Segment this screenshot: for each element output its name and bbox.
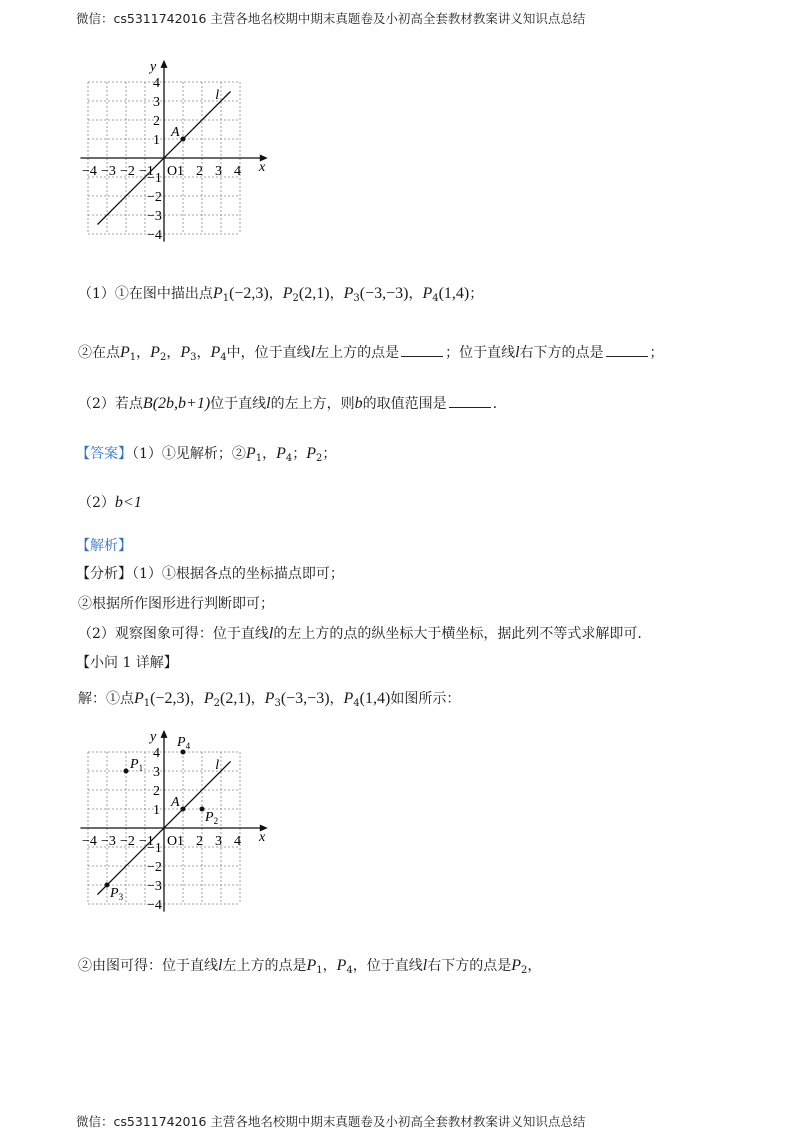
point-a — [181, 807, 186, 812]
x-tick-label: −2 — [120, 164, 135, 179]
point-a — [181, 137, 186, 142]
point-p3 — [105, 883, 110, 888]
y-tick-label: −1 — [147, 171, 162, 186]
y-axis-arrow — [161, 730, 168, 738]
y-tick-label: 1 — [153, 803, 160, 818]
x-tick-label: 3 — [215, 164, 222, 179]
coordinate-graph-1 — [70, 58, 270, 248]
x-axis-label: x — [259, 830, 266, 845]
x-tick-label: −3 — [101, 834, 116, 849]
question-1-part-2: ②在点$P_1$，$P_2$，$P_3$，$P_4$中，位于直线l左上方的点是 ；位于直线l右下方的点是 ； — [78, 344, 664, 363]
question-1: （1）①在图中描出点$P_1(-2,3)$，$P_2(2,1)$，$P_3(-3,-3)$，$P_4(1,4)$； — [78, 285, 484, 304]
point-a-label: A — [171, 795, 180, 810]
page-footer: 微信：cs5311742016 主营各地名校期中期末真题卷及小初高全套教材教案讲义知识点总结 — [76, 1114, 586, 1129]
y-tick-label: 3 — [153, 765, 160, 780]
y-axis-label: y — [150, 729, 157, 745]
y-tick-label: 4 — [153, 746, 160, 761]
answer-line-2: （2）b<1 — [78, 494, 142, 511]
x-tick-label: −4 — [82, 834, 97, 849]
analysis-tag: 【解析】 — [76, 538, 132, 554]
solution-subheading: 【小问 1 详解】 — [76, 655, 178, 671]
point-p4-label: $P_4$ — [177, 735, 191, 751]
x-tick-label: −2 — [120, 834, 135, 849]
point-p3-label: $P_3$ — [110, 886, 124, 902]
point-p1-label: $P_1$ — [130, 757, 144, 773]
answer-line-1: 【答案】（1）①见解析；$②P_1$，$P_4$；$P_2$； — [76, 445, 337, 464]
x-tick-label: 1 — [177, 164, 184, 179]
answer-blank-2 — [606, 344, 648, 357]
point-p2 — [200, 807, 205, 812]
answer-blank-1 — [401, 344, 443, 357]
x-tick-label: O — [167, 164, 178, 179]
x-tick-label: 1 — [177, 834, 184, 849]
y-tick-label: −2 — [147, 860, 162, 875]
analysis-line-2: ②根据所作图形进行判断即可； — [78, 596, 274, 612]
x-tick-label: −1 — [139, 834, 154, 849]
y-axis-arrow — [161, 60, 168, 68]
y-tick-label: 3 — [153, 95, 160, 110]
coordinate-graph-2 — [70, 728, 270, 918]
y-tick-label: −3 — [147, 209, 162, 224]
x-tick-label: 4 — [234, 834, 241, 849]
x-tick-label: O — [167, 834, 178, 849]
solution-line-1: 解：①点$P_1(-2,3)$，$P_2(2,1)$，$P_3(-3,-3)$，$P_4(1,4)$如图所示： — [78, 690, 461, 709]
x-tick-label: 2 — [196, 164, 203, 179]
x-tick-label: 2 — [196, 834, 203, 849]
y-tick-label: 2 — [153, 784, 160, 799]
point-p2-subscript: 2 — [213, 816, 219, 826]
point-p1-subscript: 1 — [138, 763, 144, 773]
x-tick-label: −3 — [101, 164, 116, 179]
question-2: （2）若点B(2b,b+1)位于直线l的左上方，则b的取值范围是 . — [78, 395, 498, 412]
point-a-label: A — [171, 125, 180, 140]
answer-blank-3 — [449, 395, 491, 408]
point-p1 — [124, 769, 129, 774]
y-tick-label: 1 — [153, 133, 160, 148]
point-p4-subscript: 4 — [185, 741, 191, 751]
y-tick-label: −2 — [147, 190, 162, 205]
solution-line-2: ②由图可得：位于直线l左上方的点是$P_1$，$P_4$，位于直线l右下方的点是$P_2$， — [78, 957, 542, 976]
x-tick-label: 3 — [215, 834, 222, 849]
point-p2-label: $P_2$ — [205, 810, 219, 826]
line-l-label: l — [215, 758, 220, 774]
x-tick-label: −4 — [82, 164, 97, 179]
y-tick-label: −4 — [147, 898, 162, 913]
answer-tag: 【答案】 — [76, 446, 132, 462]
y-tick-label: 4 — [153, 76, 160, 91]
line-l-label: l — [215, 88, 220, 104]
y-axis-label: y — [150, 59, 157, 75]
x-tick-label: 4 — [234, 164, 241, 179]
x-axis-label: x — [259, 160, 266, 175]
y-tick-label: −4 — [147, 228, 162, 243]
analysis-line-1: 【分析】（1）①根据各点的坐标描点即可； — [76, 566, 344, 582]
analysis-line-3: （2）观察图象可得：位于直线l的左上方的点的纵坐标大于横坐标，据此列不等式求解即可. — [78, 625, 642, 642]
y-tick-label: 2 — [153, 114, 160, 129]
y-tick-label: −3 — [147, 879, 162, 894]
page-header: 微信：cs5311742016 主营各地名校期中期末真题卷及小初高全套教材教案讲义知识点总结 — [76, 11, 586, 26]
y-tick-label: −1 — [147, 841, 162, 856]
x-tick-label: −1 — [139, 164, 154, 179]
point-p3-subscript: 3 — [118, 892, 124, 902]
